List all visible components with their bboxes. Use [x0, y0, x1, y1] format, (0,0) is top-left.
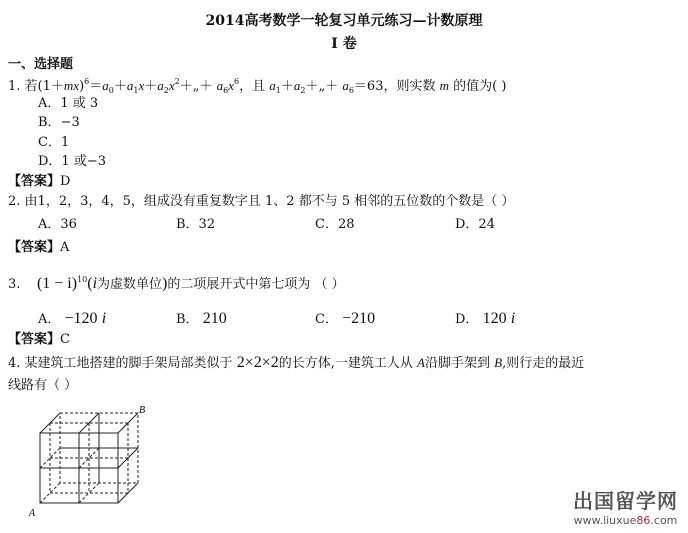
question-number: 2. — [8, 194, 21, 209]
question-3: 3. $(1 - i)^{10}(i$为虚数单位)的二项展开式中第七项为 （ ） — [8, 275, 345, 292]
watermark-main: 出国留学网 — [573, 489, 678, 513]
answer-label: 【答案】 — [8, 174, 61, 189]
q4-line-2: 线路有（ ） — [8, 378, 78, 393]
question-number: 1. — [8, 79, 21, 94]
question-2 — [8, 194, 514, 210]
q1-pre: 若(1＋ — [24, 79, 64, 94]
q2-answer — [8, 240, 69, 256]
answer-label: 【答案】 — [8, 240, 61, 255]
q2-text: 由1，2，3，4，5，组成没有重复数字且 1、2 都不与 5 相邻的五位数的个数是（ ） — [24, 194, 515, 209]
watermark-logo — [573, 485, 678, 527]
q3-option-b: B． 210 — [176, 310, 227, 327]
figure-label-b: B — [139, 405, 146, 416]
question-1: 1. 若$(1+mx)^6=a_0+a_1x+a_2x^2+„+ a_6x^6$，且 $a_1+a_2+„+ a_6=63$，则实数 m 的值为( ) — [8, 77, 507, 95]
figure-label-a: A — [29, 508, 36, 519]
section-heading: 一、选择题 — [8, 57, 74, 72]
answer-value: C — [60, 332, 70, 347]
q1-option-d: D．1 或−3 — [38, 154, 106, 169]
q4-dims: 2×2×2 — [236, 354, 279, 371]
question-number: 3. — [8, 277, 21, 292]
q1-option-b: B．−3 — [38, 115, 80, 130]
answer-label: 【答案】 — [8, 332, 61, 347]
answer-value: A — [60, 240, 70, 255]
q3-text: 的二项展开式中第七项为 （ ） — [167, 277, 345, 292]
q3-option-a: A． −120 i — [38, 310, 107, 327]
q2-option-d: D．24 — [455, 217, 495, 232]
document-subtitle: I 卷 — [331, 36, 357, 52]
document-title: 2014高考数学一轮复习单元练习—计数原理 — [205, 13, 483, 29]
question-number: 4. — [8, 356, 21, 371]
q1-answer — [8, 174, 70, 190]
q1-option-c: C．1 — [38, 135, 70, 150]
q3-option-d: D． 120 i — [455, 310, 516, 327]
q2-option-a: A．36 — [38, 217, 77, 232]
answer-value: D — [60, 174, 71, 189]
watermark-url: www.liuxue86.com — [573, 514, 678, 527]
q3-option-c: C． −210 — [315, 310, 376, 327]
q2-option-c: C．28 — [315, 217, 355, 232]
scaffold-figure — [26, 405, 156, 520]
q1-option-a: A．1 或 3 — [38, 96, 99, 111]
q3-expression: (1 − i) — [36, 275, 78, 292]
q3-answer — [8, 332, 70, 348]
question-4: 4. 某建筑工地搭建的脚手架局部类似于 2×2×2的长方体,一建筑工人从 A沿脚手架到 B,则行走的最近 — [8, 354, 585, 371]
q2-option-b: B．32 — [176, 217, 216, 232]
